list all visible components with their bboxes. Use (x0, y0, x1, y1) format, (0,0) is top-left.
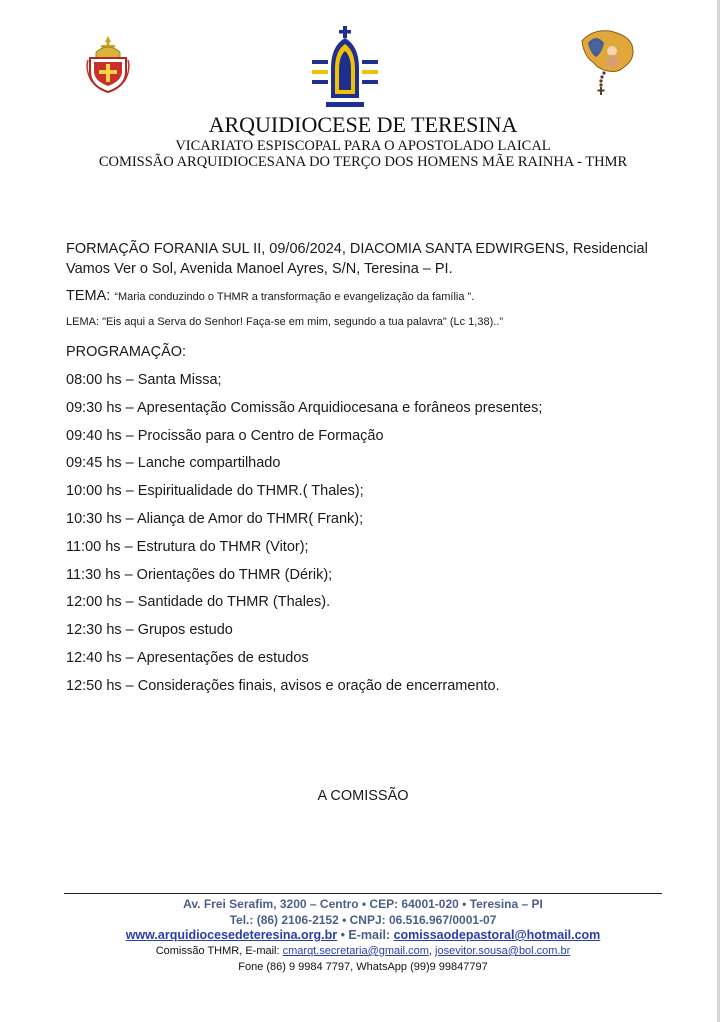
coat-of-arms-icon (84, 34, 132, 96)
footer-commission-contacts (0, 945, 720, 957)
our-lady-rosary-icon (574, 27, 636, 97)
commission-email-label: Comissão THMR, E-mail: (155, 945, 283, 957)
schedule-item: 12:00 hs – Santidade do THMR (Thales). (66, 594, 331, 611)
schedule-item: 09:40 hs – Procissão para o Centro de Formação (66, 427, 384, 444)
footer-web-line (0, 928, 720, 942)
organization-title: ARQUIDIOCESE DE TERESINA (208, 112, 518, 137)
schedule-item: 11:30 hs – Orientações do THMR (Dérik); (66, 566, 333, 583)
schedule-item: 12:40 hs – Apresentações de estudos (66, 649, 309, 666)
schedule-item: 09:30 hs – Apresentação Comissão Arquidiocesana e forâneos presentes; (66, 399, 543, 416)
secretaria-email-link[interactable]: cmarqt.secretaria@gmail.com (282, 945, 429, 957)
theme-text: “Maria conduzindo o THMR a transformação e evangelização da família ”. (114, 291, 475, 303)
schedule-item: 11:00 hs – Estrutura do THMR (Vitor); (66, 538, 309, 555)
vicariate-subtitle: VICARIATO ESPISCOPAL PARA O APOSTOLADO LAICAL (175, 138, 551, 154)
schedule-item: 10:30 hs – Aliança de Amor do THMR( Frank); (66, 510, 364, 527)
schedule-item: 12:30 hs – Grupos estudo (66, 622, 233, 639)
footer-phone-cnpj: Tel.: (86) 2106-2152 • CNPJ: 06.516.967/0001-07 (229, 913, 497, 927)
commission-subtitle: COMISSÃO ARQUIDIOCESANA DO TERÇO DOS HOMENS MÃE RAINHA - THMR (98, 154, 628, 170)
archdiocese-emblem-icon (310, 24, 380, 112)
signature: A COMISSÃO (317, 788, 409, 804)
footer-address: Av. Frei Serafim, 3200 – Centro • CEP: 64001-020 • Teresina – PI (183, 897, 543, 911)
footer-phones: Fone (86) 9 9984 7797, WhatsApp (99)9 99847797 (238, 961, 488, 973)
motto-line: LEMA: "Eis aqui a Serva do Senhor! Faça-se em mim, segundo a tua palavra" (Lc 1,38)..” (66, 316, 504, 328)
schedule-item: 09:45 hs – Lanche compartilhado (66, 455, 281, 472)
theme-line (66, 288, 474, 304)
email-label: • E-mail: (337, 928, 394, 942)
footer-divider (64, 893, 662, 894)
schedule-item: 08:00 hs – Santa Missa; (66, 372, 222, 388)
program-heading: PROGRAMAÇÃO: (66, 344, 187, 360)
email-separator: , (428, 945, 436, 957)
theme-label: TEMA: (66, 288, 111, 304)
schedule-item: 12:50 hs – Considerações finais, avisos e oração de encerramento. (66, 677, 500, 694)
pastoral-email-link[interactable]: comissaodepastoral@hotmail.com (393, 928, 601, 942)
event-details: FORMAÇÃO FORANIA SUL II, 09/06/2024, DIACOMIA SANTA EDWIRGENS, Residencial Vamos Ver o Sol, Avenida Manoel Ayres, S/N, Teresina – PI. (66, 241, 648, 277)
schedule-item: 10:00 hs – Espiritualidade do THMR.( Thales); (66, 483, 364, 500)
josevitor-email-link[interactable]: josevitor.sousa@bol.com.br (435, 945, 571, 957)
schedule-list (66, 367, 542, 701)
website-link[interactable]: www.arquidiocesedeteresina.org.br (125, 928, 338, 942)
